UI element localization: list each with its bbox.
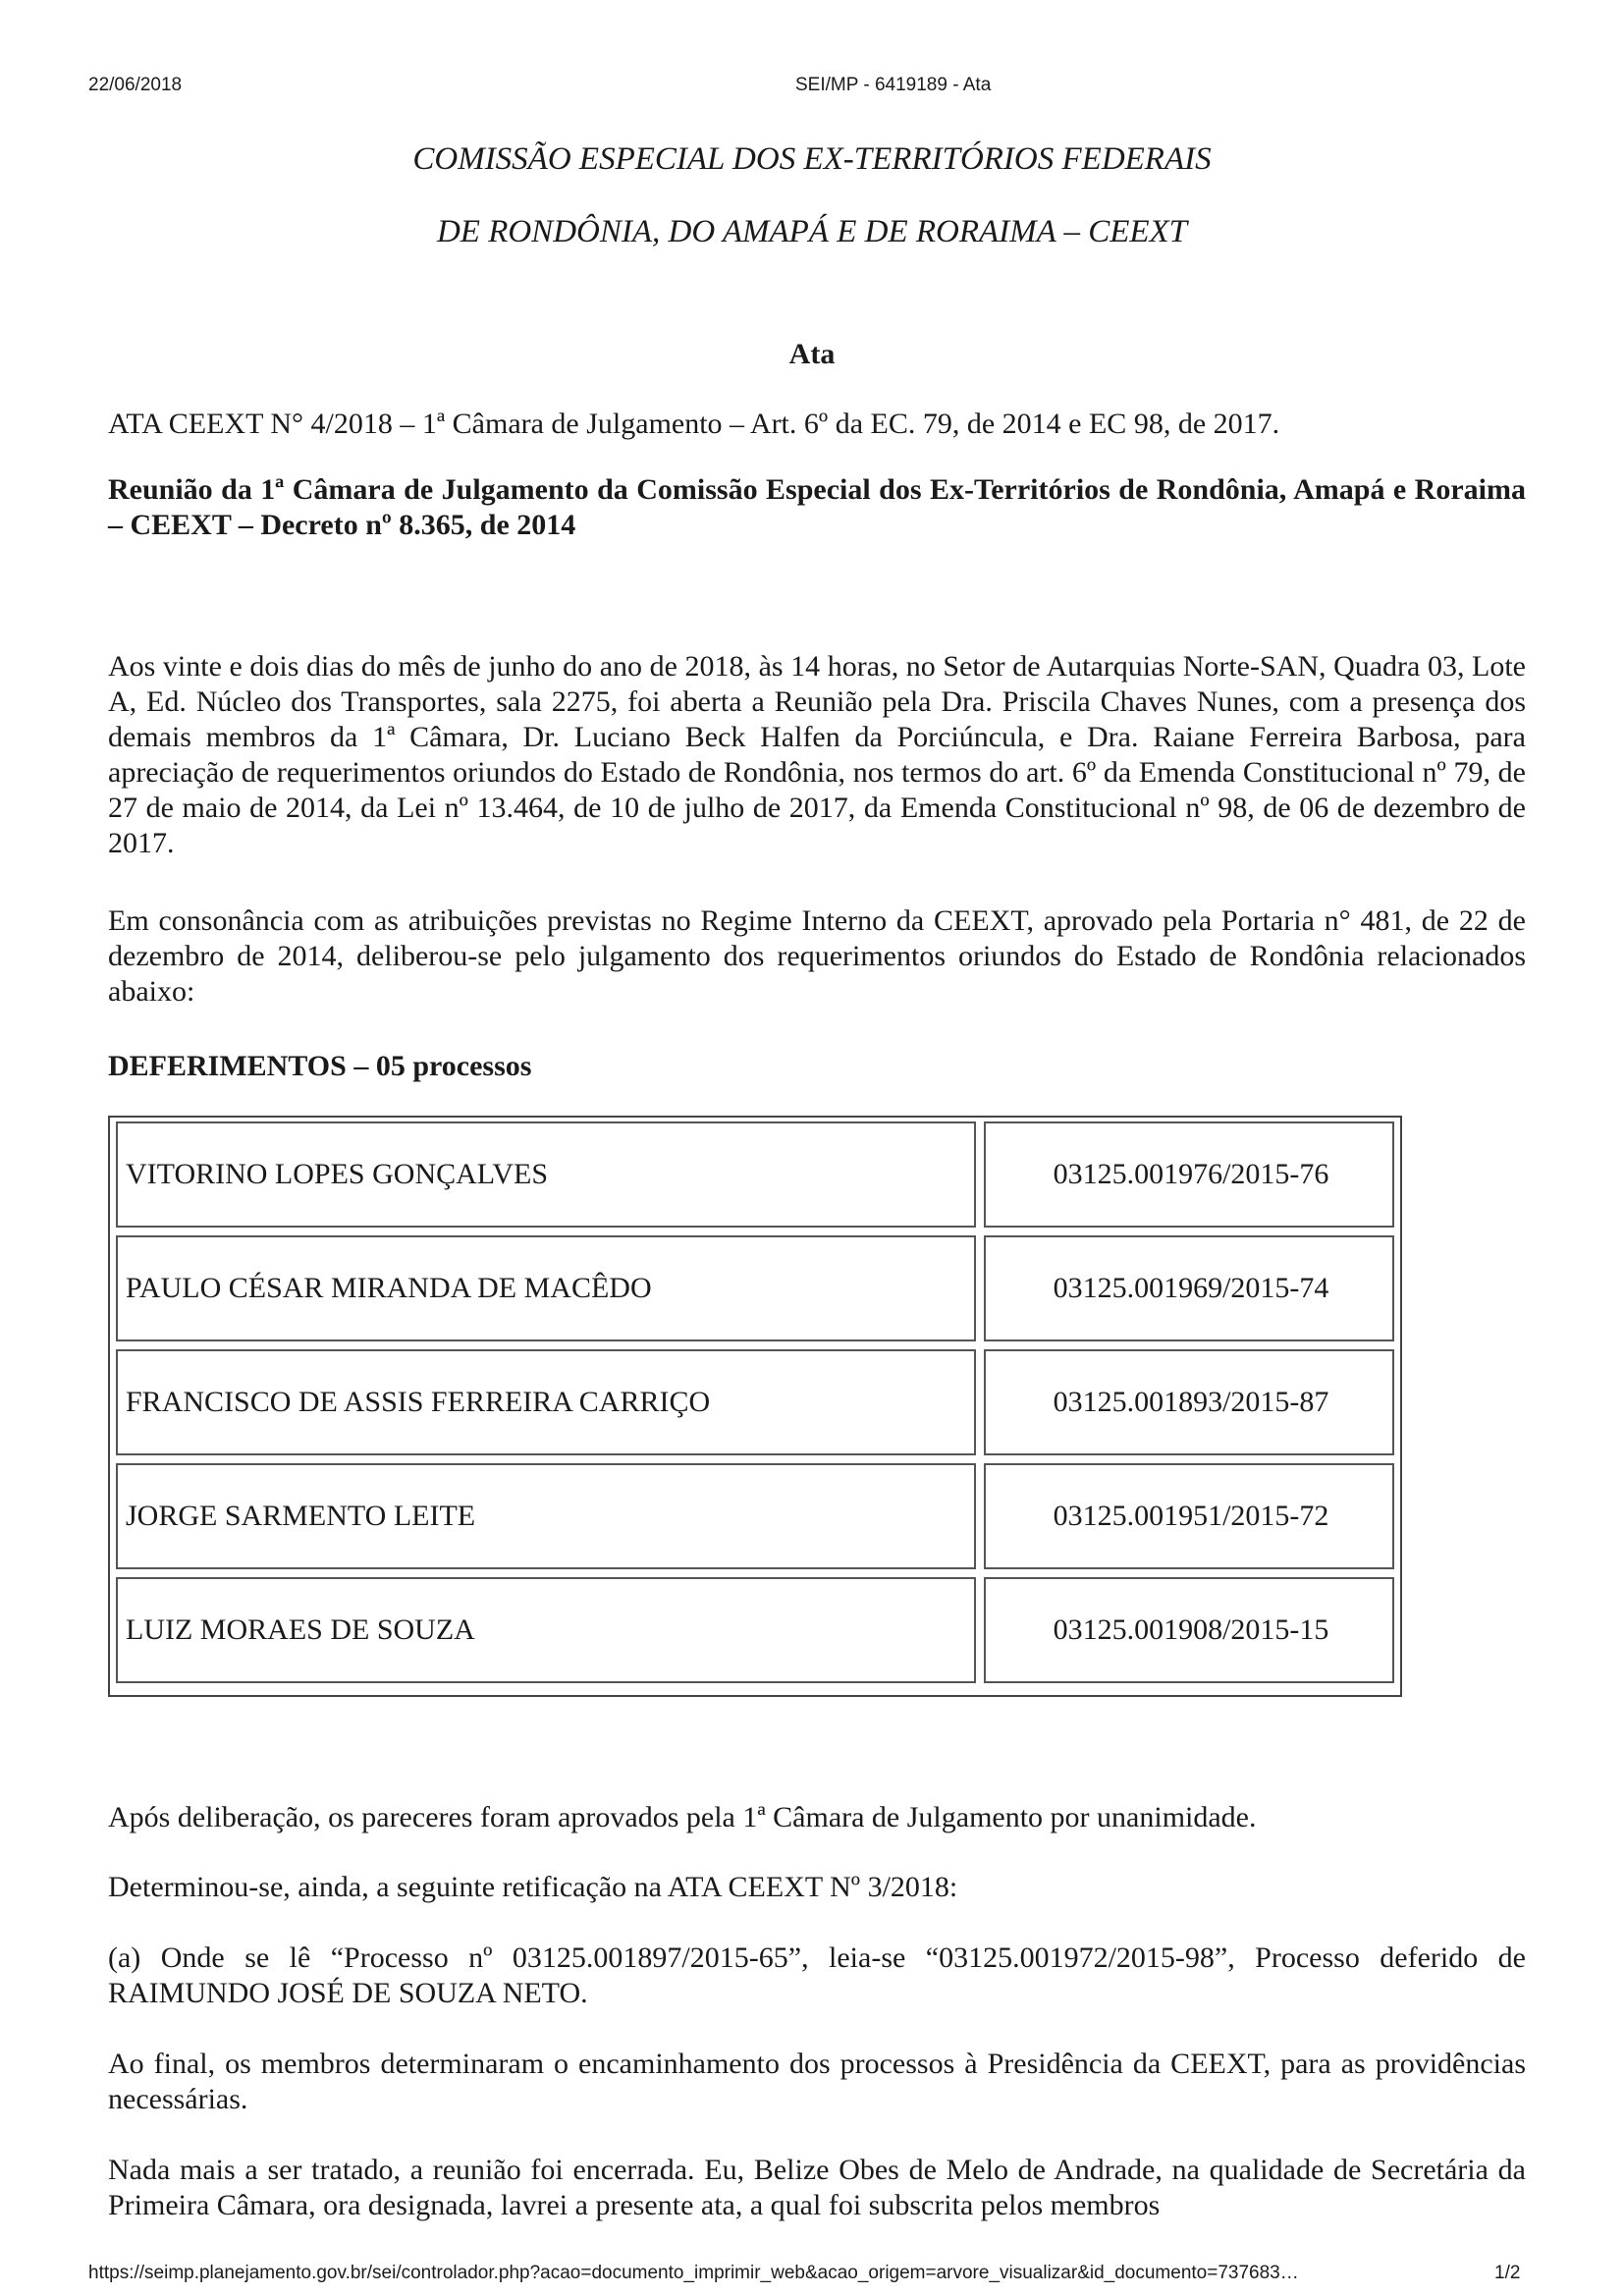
final-paragraph: Ao final, os membros determinaram o encaminhamento dos processos à Presidência da CEEXT, para as providências necessárias.	[108, 2048, 1526, 2115]
deferimentos-heading: DEFERIMENTOS – 05 processos	[108, 1050, 532, 1082]
opening-paragraph: Aos vinte e dois dias do mês de junho do ano de 2018, às 14 horas, no Setor de Autarquias Norte-SAN, Quadra 03, Lote A, Ed. Núcleo dos Transportes, sala 2275, foi aberta a Reunião pela Dra. Priscila Chaves Nunes, com a presença dos demais membros da 1ª Câmara, Dr. Luciano Beck Halfen da Porciúncula, e Dra. Raiane Ferreira Barbosa, para apreciação de requerimentos oriundos do Estado de Rondônia, nos termos do art. 6º da Emenda Constitucional nº 79, de 27 de maio de 2014, da Lei nº 13.464, de 10 de julho de 2017, da Emenda Constitucional nº 98, de 06 de dezembro de 2017.	[108, 650, 1526, 859]
applicant-name: PAULO CÉSAR MIRANDA DE MACÊDO	[126, 1272, 652, 1304]
institution-line-1: COMISSÃO ESPECIAL DOS EX-TERRITÓRIOS FEDERAIS	[412, 141, 1212, 177]
table-row	[116, 1235, 1394, 1341]
table-row	[116, 1349, 1394, 1455]
name-cell	[116, 1121, 976, 1228]
name-cell	[116, 1349, 976, 1455]
table-row	[116, 1463, 1394, 1569]
process-cell	[984, 1121, 1394, 1228]
rectification-item: (a) Onde se lê “Processo nº 03125.001897/2015-65”, leia-se “03125.001972/2015-98”, Processo deferido de RAIMUNDO JOSÉ DE SOUZA NETO.	[108, 1941, 1526, 2009]
process-number: 03125.001908/2015-15	[1053, 1613, 1329, 1646]
ata-number: ATA CEEXT N° 4/2018 – 1ª Câmara de Julgamento – Art. 6º da EC. 79, de 2014 e EC 98, de 2017.	[108, 408, 1280, 440]
process-number: 03125.001951/2015-72	[1053, 1500, 1329, 1532]
applicant-name: VITORINO LOPES GONÇALVES	[126, 1158, 549, 1190]
consonance-paragraph: Em consonância com as atribuições previstas no Regime Interno da CEEXT, aprovado pela Portaria n° 481, de 22 de dezembro de 2014, deliberou-se pelo julgamento dos requerimentos oriundos do Estado de Rondônia relacionados abaixo:	[108, 904, 1526, 1008]
page-number: 1/2	[1494, 2263, 1521, 2283]
applicant-name: FRANCISCO DE ASSIS FERREIRA CARRIÇO	[126, 1386, 711, 1418]
process-table	[108, 1116, 1402, 1697]
applicant-name: LUIZ MORAES DE SOUZA	[126, 1613, 475, 1646]
closing-paragraph: Nada mais a ser tratado, a reunião foi encerrada. Eu, Belize Obes de Melo de Andrade, na qualidade de Secretária da Primeira Câmara, ora designada, lavrei a presente ata, a qual foi subscrita pelos membros	[108, 2154, 1526, 2221]
print-date: 22/06/2018	[88, 75, 183, 95]
document-source: SEI/MP - 6419189 - Ata	[795, 75, 992, 95]
process-number: 03125.001976/2015-76	[1053, 1158, 1329, 1190]
institution-line-2: DE RONDÔNIA, DO AMAPÁ E DE RORAIMA – CEEXT	[436, 214, 1188, 249]
name-cell	[116, 1463, 976, 1569]
table-row	[116, 1577, 1394, 1683]
applicant-name: JORGE SARMENTO LEITE	[126, 1500, 476, 1532]
process-number: 03125.001893/2015-87	[1053, 1386, 1329, 1418]
table-row	[116, 1121, 1394, 1228]
approved-paragraph: Após deliberação, os pareceres foram aprovados pela 1ª Câmara de Julgamento por unanimidade.	[108, 1801, 1257, 1833]
process-cell	[984, 1349, 1394, 1455]
meeting-title: Reunião da 1ª Câmara de Julgamento da Comissão Especial dos Ex-Territórios de Rondônia, Amapá e Roraima – CEEXT – Decreto nº 8.365, de 2014	[108, 473, 1526, 541]
process-cell	[984, 1235, 1394, 1341]
name-cell	[116, 1235, 976, 1341]
name-cell	[116, 1577, 976, 1683]
process-number: 03125.001969/2015-74	[1053, 1272, 1329, 1304]
rectification-intro: Determinou-se, ainda, a seguinte retificação na ATA CEEXT Nº 3/2018:	[108, 1871, 958, 1903]
document-type-title: Ata	[788, 338, 836, 370]
process-cell	[984, 1577, 1394, 1683]
footer-url: https://seimp.planejamento.gov.br/sei/controlador.php?acao=documento_imprimir_web&acao_origem=arvore_visualizar&id_documento=737683…	[88, 2263, 1299, 2283]
process-cell	[984, 1463, 1394, 1569]
